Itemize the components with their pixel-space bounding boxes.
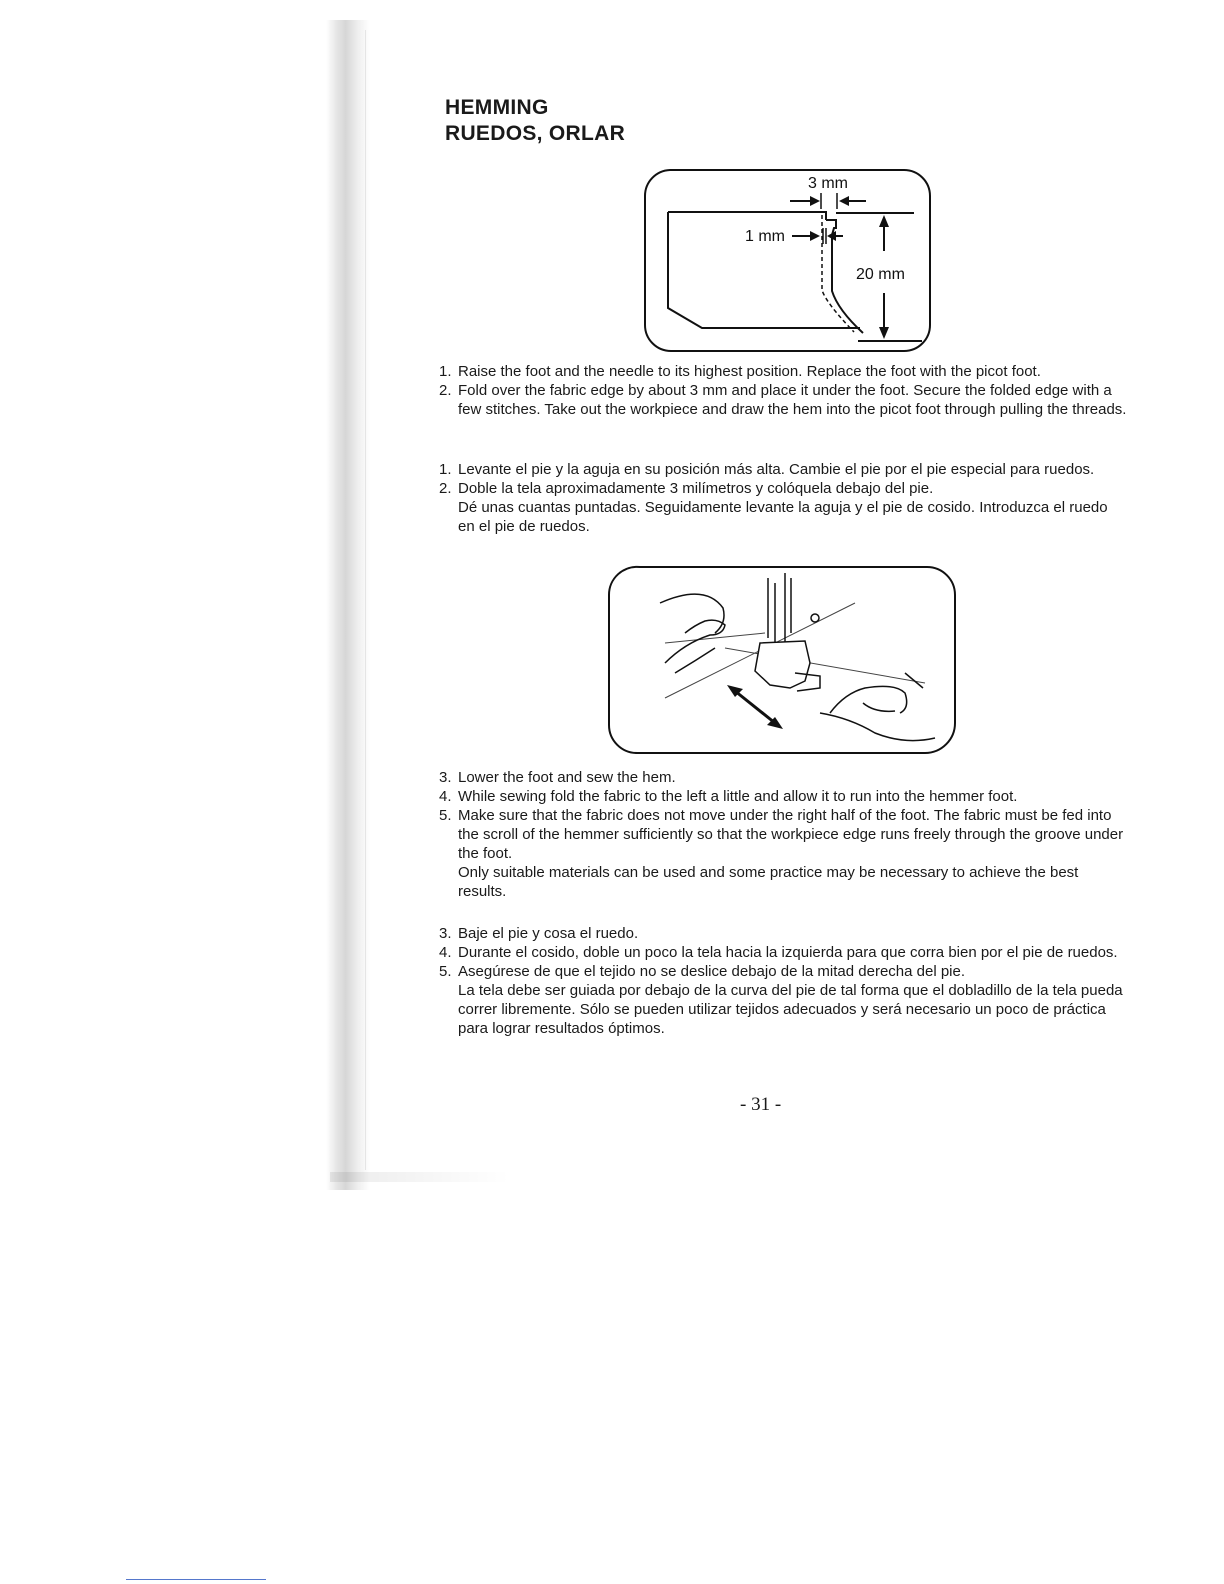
list-item: 5. Make sure that the fabric does not move under the right half of the foot. The fabric must be fed into the scroll of the hemmer sufficiently so that the workpiece edge runs freely through the groove under the foot. Only suitable materials can be used and some practice may be necessary to achieve the best results. <box>439 807 1124 900</box>
page-edge-line <box>365 30 366 1170</box>
label-1mm: 1 mm <box>745 228 785 245</box>
list-item: 3. Baje el pie y cosa el ruedo. <box>439 925 639 942</box>
instructions-english-2 <box>437 768 1127 901</box>
presser-foot-icon <box>755 641 810 688</box>
instructions-spanish-2 <box>437 924 1127 1038</box>
arrow-up-icon <box>879 215 889 227</box>
page-number: - 31 - <box>740 1094 782 1115</box>
arrow-right-icon <box>810 196 820 206</box>
list-item: 1. Levante el pie y la aguja en su posición más alta. Cambie el pie por el pie especial para ruedos. <box>439 461 1095 478</box>
arrow-down-icon <box>879 327 889 339</box>
title-spanish: RUEDOS, ORLAR <box>445 122 626 145</box>
list-item: 4. Durante el cosido, doble un poco la tela hacia la izquierda para que corra bien por el pie de ruedos. <box>439 944 1118 961</box>
fold-line <box>822 215 854 332</box>
hem-measurement-diagram <box>640 165 935 357</box>
list-item: 1. Raise the foot and the needle to its highest position. Replace the foot with the picot foot. <box>439 363 1041 380</box>
instructions-english-1 <box>437 362 1127 419</box>
arrow-1mm-right-icon <box>810 231 820 241</box>
right-hand-icon <box>820 673 935 741</box>
diagram-frame <box>645 170 930 351</box>
needle-bar-icon <box>768 573 791 643</box>
list-item: 2. Fold over the fabric edge by about 3 mm and place it under the foot. Secure the folded edge with a few stitches. Take out the workpiece and draw the hem into the picot foot through pulling the threads. <box>439 382 1127 418</box>
scan-artifact-line <box>126 1579 266 1580</box>
arrow-left-icon <box>839 196 849 206</box>
list-item: 5. Asegúrese de que el tejido no se deslice debajo de la mitad derecha del pie. La tela debe ser guiada por debajo de la curva del pie de tal forma que el dobladillo de la tela pueda correr libremente. Sólo se pueden utilizar tejidos adecuados y será necesario un poco de práctica para lograr resultados óptimos. <box>439 963 1123 1037</box>
list-item: 3. Lower the foot and sew the hem. <box>439 769 676 786</box>
list-item: 4. While sewing fold the fabric to the left a little and allow it to run into the hemmer foot. <box>439 788 1018 805</box>
binding-shadow <box>326 20 370 1190</box>
direction-arrow-shaft <box>735 691 775 723</box>
list-item: 2. Doble la tela aproximadamente 3 milímetros y colóquela debajo del pie. Dé unas cuantas puntadas. Seguidamente levante la aguja y el pie de cosido. Introduzca el ruedo en el pie de ruedos. <box>439 480 1108 535</box>
instructions-spanish-1 <box>437 460 1127 536</box>
thread-guide-icon <box>811 614 819 622</box>
label-3mm: 3 mm <box>808 175 848 192</box>
hemmer-foot-illustration <box>605 563 960 761</box>
label-20mm: 20 mm <box>856 266 905 283</box>
left-hand-icon <box>660 594 725 673</box>
title-english: HEMMING <box>445 96 549 119</box>
bottom-shadow <box>330 1172 510 1182</box>
